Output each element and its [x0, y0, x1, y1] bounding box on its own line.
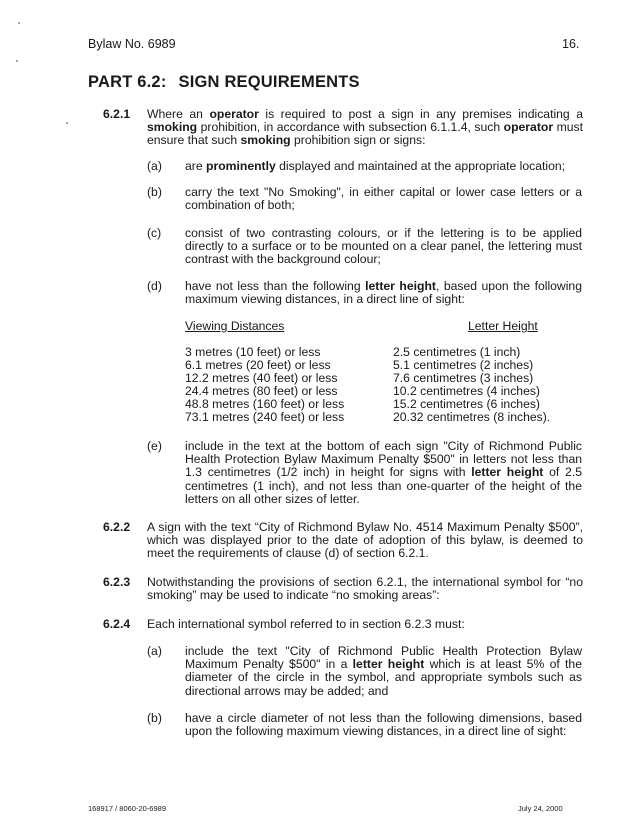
clause-label-d: (d)	[147, 279, 162, 293]
clause-label-a: (a)	[147, 159, 162, 173]
page-number: 16.	[562, 37, 580, 51]
text-run: of 2.5 centimetres (1 inch), and not less than one-quarter of the height of the letters on all other sizes of letter.	[185, 465, 582, 506]
table-cell-height: 2.5 centimetres (1 inch)	[393, 345, 521, 359]
section-6-2-1-intro	[147, 108, 583, 148]
table-cell-distance: 12.2 metres (40 feet) or less	[185, 371, 338, 385]
text-run: , based upon the following maximum viewing distances, in a direct line of sight:	[185, 279, 582, 307]
clause-b-text: carry the text "No Smoking", in either capital or lower case letters or a combination of both;	[185, 185, 582, 213]
clause-label-c: (c)	[147, 226, 162, 240]
table-header-letter-height: Letter Height	[468, 319, 538, 333]
part-title	[88, 73, 360, 91]
term-letter-height: letter height	[365, 279, 436, 293]
term-prominently: prominently	[206, 159, 276, 173]
document-reference: 168917 / 8060-20-6989	[88, 804, 166, 813]
clause-label-a: (a)	[147, 644, 162, 658]
text-run: which is at least 5% of the diameter of the circle in the symbol, and appropriate symbols such as directional arrows may be added; and	[185, 657, 582, 698]
clause-6-2-4-b-text: have a circle diameter of not less than the following dimensions, based upon the following maximum viewing distances, in a direct line of sight:	[185, 711, 582, 739]
scan-speck	[18, 22, 20, 24]
clause-label-b: (b)	[147, 185, 162, 199]
document-date: July 24, 2000	[518, 804, 563, 813]
section-number-6-2-4: 6.2.4	[103, 617, 131, 631]
text-run: displayed and maintained at the appropriate location;	[275, 159, 566, 173]
table-cell-distance: 48.8 metres (160 feet) or less	[185, 397, 345, 411]
clause-label-e: (e)	[147, 439, 162, 453]
section-6-2-3-text: Notwithstanding the provisions of section 6.2.1, the international symbol for “no smoking” may be used to indicate “no smoking areas”:	[147, 575, 583, 603]
bylaw-header: Bylaw No. 6989	[88, 37, 176, 51]
text-run: have not less than the following	[185, 279, 366, 293]
table-cell-distance: 3 metres (10 feet) or less	[185, 345, 321, 359]
table-cell-height: 10.2 centimetres (4 inches)	[393, 384, 540, 398]
term-smoking: smoking	[147, 120, 198, 135]
section-number-6-2-2: 6.2.2	[103, 520, 131, 534]
part-heading: SIGN REQUIREMENTS	[178, 73, 360, 91]
table-cell-height: 5.1 centimetres (2 inches)	[393, 358, 534, 372]
term-operator: operator	[209, 107, 259, 121]
clause-6-2-4-a-text	[185, 645, 582, 698]
part-number: PART 6.2:	[88, 73, 167, 91]
term-smoking: smoking	[240, 133, 291, 148]
table-cell-height: 20.32 centimetres (8 inches).	[393, 410, 551, 424]
term-letter-height: letter height	[352, 657, 425, 672]
section-6-2-4-text: Each international symbol referred to in section 6.2.3 must:	[147, 617, 465, 631]
text-run: include in the text at the bottom of each sign "City of Richmond Public Health Protection Bylaw Maximum Penalty $500" in letters not less than 1.3 centimetres (1/2 inch) in height for signs with	[185, 439, 582, 480]
text-run: must ensure that	[147, 120, 583, 148]
term-letter-height: letter height	[471, 465, 544, 480]
table-cell-distance: 24.4 metres (80 feet) or less	[185, 384, 338, 398]
text-run: prohibition sign or signs:	[290, 133, 426, 148]
section-number-6-2-1: 6.2.1	[103, 107, 131, 121]
term-operator: operator	[503, 120, 554, 135]
table-cell-height: 15.2 centimetres (6 inches)	[393, 397, 540, 411]
table-cell-distance: 6.1 metres (20 feet) or less	[185, 358, 331, 372]
clause-e-text	[185, 440, 582, 506]
section-number-6-2-3: 6.2.3	[103, 575, 131, 589]
clause-a-text	[185, 160, 582, 173]
scan-speck	[16, 60, 18, 62]
table-header-viewing-distances: Viewing Distances	[185, 319, 285, 333]
text-run: such	[211, 133, 241, 148]
text-run: is required to post a sign in any premises indicating a	[258, 107, 583, 121]
text-run: prohibition, in accordance with subsection 6.1.1.4, such	[200, 120, 504, 135]
table-cell-distance: 73.1 metres (240 feet) or less	[185, 410, 345, 424]
scan-speck	[66, 122, 68, 124]
clause-d-text	[185, 280, 582, 306]
section-6-2-2-text: A sign with the text “City of Richmond Bylaw No. 4514 Maximum Penalty $500”, which was displayed prior to the date of adoption of this bylaw, is deemed to meet the requirements of clause (d) of section 6.2.1.	[147, 520, 583, 561]
clause-label-b: (b)	[147, 711, 162, 725]
text-run: Where an	[147, 107, 210, 121]
text-run: include the text "City of Richmond Public Health Protection Bylaw Maximum Penalty $500" in a	[185, 644, 582, 672]
clause-c-text: consist of two contrasting colours, or if the lettering is to be applied directly to a surface or to be mounted on a clear panel, the lettering must contrast with the background colour;	[185, 226, 582, 267]
text-run: are	[185, 159, 207, 173]
table-cell-height: 7.6 centimetres (3 inches)	[393, 371, 534, 385]
